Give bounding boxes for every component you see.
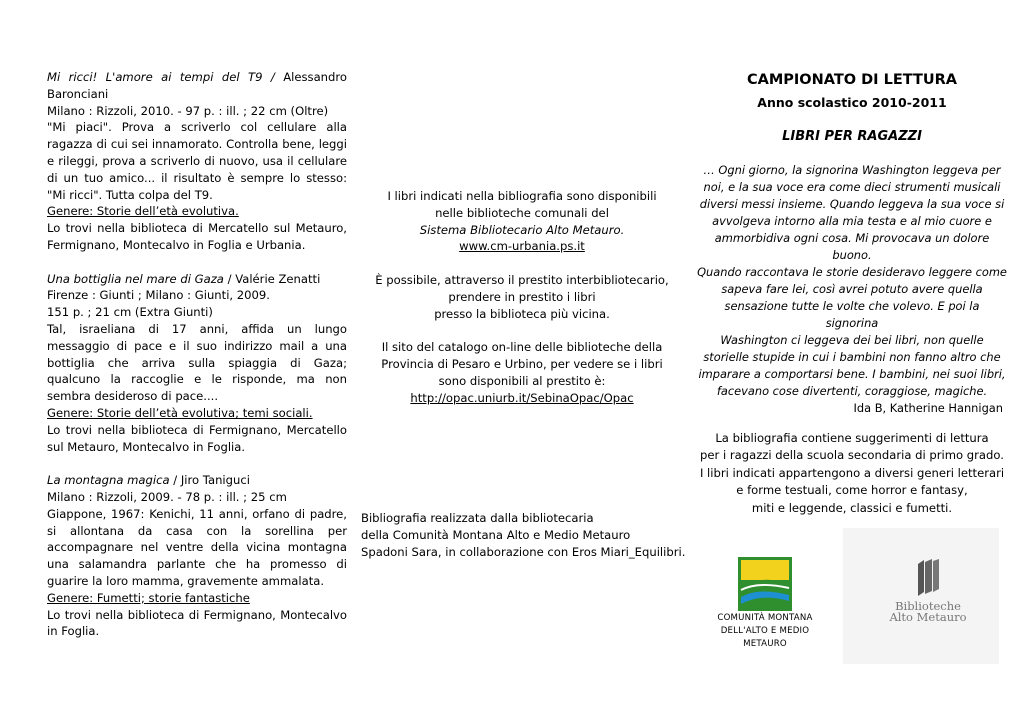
quote-line: diversi messi insieme. Quando leggeva la sua voce si: [699, 197, 1005, 211]
book-location: Lo trovi nella biblioteca di Mercatello sul Metauro, Fermignano, Montecalvo in Foglia e Urbania.: [47, 221, 347, 252]
book-entry: [47, 69, 347, 254]
book-summary: Giappone, 1967: Kenichi, 11 anni, orfano di padre, si allontana da casa con la sorellina per accompagnare nel ventre della vicina montagna una salamandra parlante che ha promesso di guarire la loro mamma, gravemente ammalata.: [47, 506, 347, 588]
title-separator: /: [262, 70, 284, 84]
book-genre: Genere: Storie dell’età evolutiva; temi sociali.: [47, 405, 313, 420]
book-publication: Firenze : Giunti ; Milano : Giunti, 2009.: [47, 288, 270, 303]
availability-paragraph: [357, 188, 687, 255]
quote-line: avvolgeva intorno alla mia testa e al mio cuore e: [712, 214, 992, 228]
book-summary: "Mi piaci". Prova a scriverlo col cellulare alla ragazza di cui sei innamorato. Controlla bene, leggi e rileggi, prova a scriverlo di nuovo, usa il cellulare di un tuo amico... il risultato è sempre lo stesso: "Mi ricci". Tutta colpa del T9.: [47, 120, 347, 202]
quote-line: storielle stupide in cui i bambini non fanno altro che: [703, 350, 1001, 364]
quote-line: sensazione tutte le volte che volevo. E poi la signorina: [724, 299, 980, 330]
logo-line: Biblioteche: [895, 599, 961, 613]
book-author: Valérie Zenatti: [235, 271, 321, 286]
info-line: presso la biblioteca più vicina.: [434, 306, 610, 321]
logo-sky: [741, 560, 789, 580]
catalog-paragraph: [357, 339, 687, 406]
book-entry: [47, 472, 347, 640]
description-line: La bibliografia contiene suggerimenti di lettura: [715, 431, 989, 445]
bibliography-list: [47, 69, 347, 657]
book-title: La montagna magica: [47, 473, 170, 488]
description-line: I libri indicati appartengono a diversi generi letterari: [699, 465, 1005, 480]
bibliography-description: [697, 430, 1007, 517]
availability-info: [357, 188, 687, 423]
book-heading: [47, 472, 347, 489]
book-heading: [47, 69, 347, 103]
book-genre: Genere: Storie dell’età evolutiva.: [47, 204, 239, 219]
book-summary: Tal, israeliana di 17 anni, affida un lungo messaggio di pace e il suo indirizzo mail a una bottiglia che arriva sulla spiaggia di Gaza; qualcuno la raccoglie e le risponde, ma non sembra desideroso di pace....: [47, 321, 347, 404]
description-line: per i ragazzi della scuola secondaria di primo grado.: [700, 448, 1004, 463]
caption-line: COMUNITÀ MONTANA: [717, 613, 813, 623]
book-publication: Milano : Rizzoli, 2010. - 97 p. : ill. ; 22 cm (Oltre): [47, 103, 329, 118]
cover-panel: [697, 70, 1007, 517]
quote-line: sapeva fare lei, così avrei potuto avere quella: [721, 282, 983, 296]
credit-line: Spadoni Sara, in collaborazione con Eros Miari_Equilibri.: [361, 544, 686, 559]
website-link[interactable]: www.cm-urbania.ps.it: [459, 239, 585, 254]
book-location: Lo trovi nella biblioteca di Fermignano, Mercatello sul Metauro, Montecalvo in Foglia.: [47, 422, 347, 454]
description-line: miti e leggende, classici e fumetti.: [751, 500, 953, 515]
info-line: prendere in prestito i libri: [448, 289, 596, 304]
title-separator: /: [223, 271, 236, 286]
logo-line: Alto Metauro: [889, 610, 967, 624]
quote-line: facevano cose divertenti, coraggiose, magiche.: [716, 384, 988, 398]
page-title: CAMPIONATO DI LETTURA: [746, 72, 958, 88]
quote-line: … Ogni giorno, la signorina Washington leggeva per: [703, 163, 1001, 177]
info-line: sono disponibili al prestito è:: [438, 373, 606, 388]
catalog-link[interactable]: http://opac.uniurb.it/SebinaOpac/Opac: [410, 390, 634, 405]
biblioteche-alto-metauro-logo: [880, 601, 976, 623]
info-line: nelle biblioteche comunali del: [435, 205, 609, 220]
info-line: Provincia di Pesaro e Urbino, per vedere se i libri: [381, 356, 663, 371]
book-icon: [912, 558, 942, 598]
info-line: Il sito del catalogo on-line delle biblioteche della: [381, 340, 663, 355]
quote: [697, 162, 1007, 400]
system-name: Sistema Bibliotecario Alto Metauro.: [419, 222, 625, 237]
credits: [361, 510, 701, 560]
title-separator: /: [169, 473, 181, 488]
book-entry: [47, 271, 347, 456]
book-publication: Milano : Rizzoli, 2009. - 78 p. : ill. ; 25 cm: [47, 489, 287, 504]
info-line: È possibile, attraverso il prestito interbibliotecario,: [375, 272, 669, 287]
quote-line: Washington ci leggeva dei bei libri, non quelle: [720, 333, 984, 347]
quote-line: ammorbidiva ogni cosa. Mi provocava un dolore buono.: [714, 231, 990, 262]
book-heading: [47, 271, 347, 288]
comunita-montana-logo: [738, 557, 792, 611]
book-title: Mi ricci! L'amore ai tempi del T9: [47, 70, 263, 84]
book-title: Una bottiglia nel mare di Gaza: [47, 271, 224, 286]
book-genre: Genere: Fumetti; storie fantastiche: [47, 590, 250, 605]
school-year: Anno scolastico 2010-2011: [757, 95, 947, 110]
quote-line: Quando raccontava le storie desideravo leggere come: [697, 265, 1007, 279]
info-line: I libri indicati nella bibliografia sono disponibili: [387, 189, 657, 203]
caption-line: METAURO: [743, 639, 787, 649]
quote-line: imparare a comportarsi bene. I bambini, nei suoi libri,: [698, 367, 1006, 381]
credit-line: Bibliografia realizzata dalla bibliotecaria: [361, 511, 594, 525]
section-title: LIBRI PER RAGAZZI: [782, 129, 922, 144]
quote-author: Ida B, Katherine Hannigan: [853, 401, 1003, 415]
comunita-montana-caption: [700, 612, 830, 651]
credit-line: della Comunità Montana Alto e Medio Metauro: [361, 527, 631, 542]
book-publication-details: 151 p. ; 21 cm (Extra Giunti): [47, 305, 213, 320]
loan-paragraph: [357, 272, 687, 322]
book-author: Alessandro Baronciani: [47, 70, 347, 101]
caption-line: DELL'ALTO E MEDIO: [720, 626, 810, 636]
description-line: e forme testuali, come horror e fantasy,: [736, 483, 968, 498]
book-location: Lo trovi nella biblioteca di Fermignano, Montecalvo in Foglia.: [47, 607, 347, 639]
book-author: Jiro Taniguci: [180, 473, 250, 488]
quote-line: noi, e la sua voce era come dieci strumenti musicali: [703, 180, 1001, 194]
